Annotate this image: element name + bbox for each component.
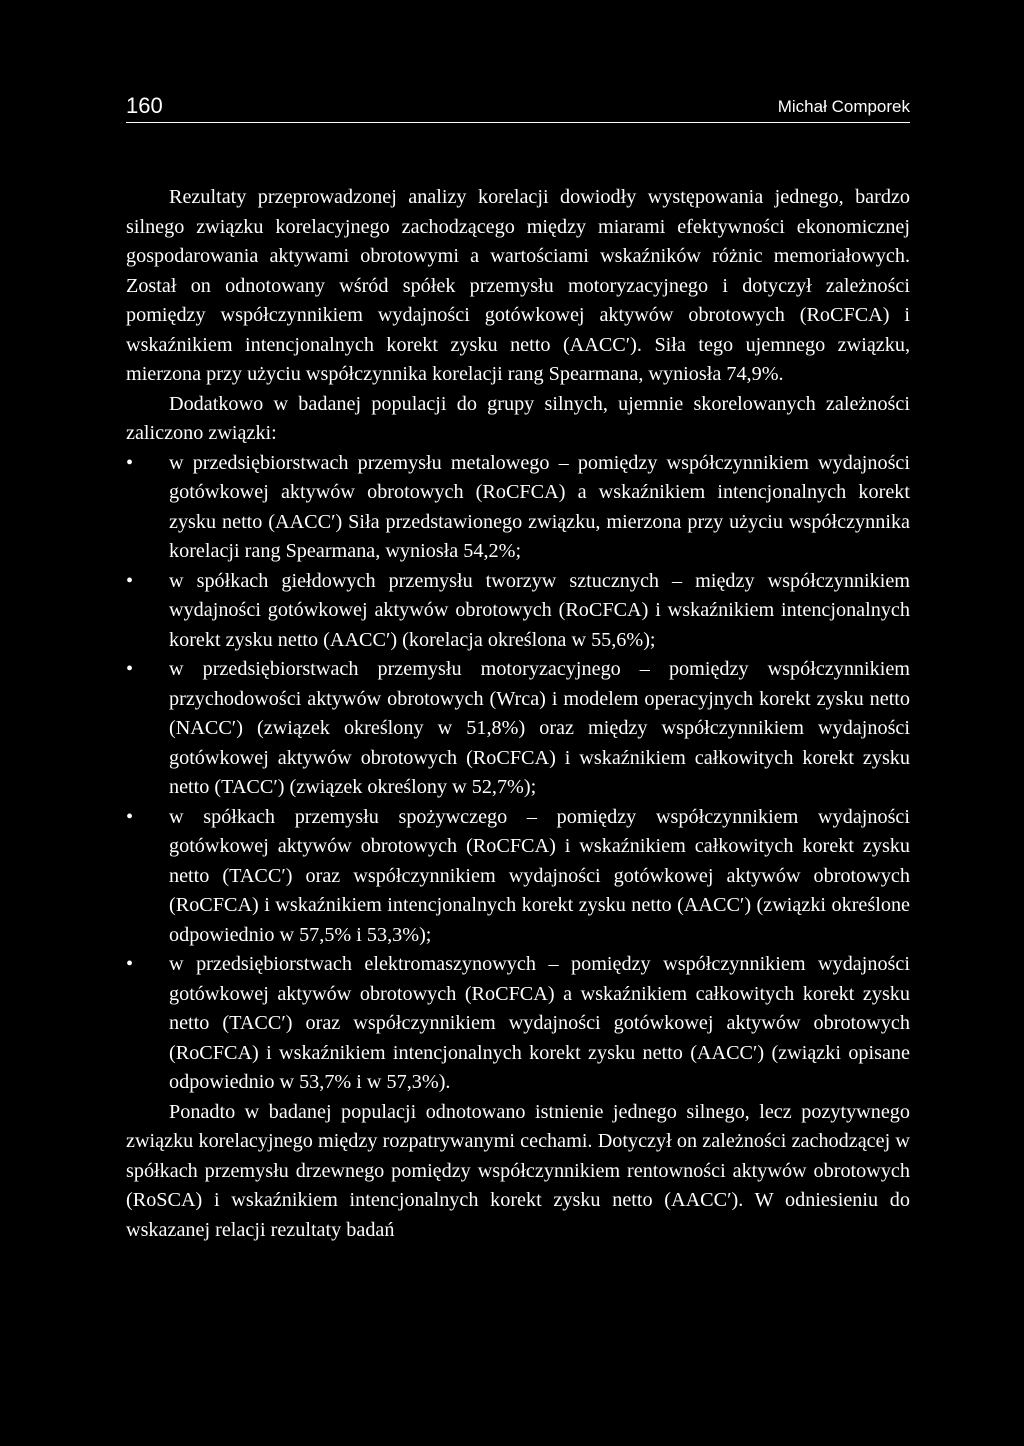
list-item	[126, 655, 910, 803]
list-item	[126, 950, 910, 1098]
list-item-text: w spółkach przemysłu spożywczego – pomiędzy współczynnikiem wydajności gotówkowej aktywów obrotowych (RoCFCA) i wskaźnikiem całkowitych korekt zysku netto (TACC′) oraz współczynnikiem wydajności gotówkowej aktywów obrotowych (RoCFCA) i wskaźnikiem intencjonalnych korekt zysku netto (AACC′) (związki określone odpowiednio w 57,5% i 53,3%);	[169, 805, 910, 946]
bullet-icon: •	[126, 569, 134, 592]
bullet-icon: •	[126, 805, 134, 828]
list-item-text: w przedsiębiorstwach przemysłu motoryzacyjnego – pomiędzy współczynnikiem przychodowości aktywów obrotowych (Wrca) i modelem operacyjnych korekt zysku netto (NACC′) (związek określony w 51,8%) oraz między współczynnikiem wydajności gotówkowej aktywów obrotowych (RoCFCA) i wskaźnikiem całkowitych korekt zysku netto (TACC′) (związek określony w 52,7%);	[169, 658, 910, 798]
paragraph-closing: Ponadto w badanej populacji odnotowano istnienie jednego silnego, lecz pozytywnego związku korelacyjnego między rozpatrywanymi cechami. Dotyczył on zależności zachodzącej w spółkach przemysłu drzewnego pomiędzy współczynnikiem rentowności aktywów obrotowych (RoSCA) i wskaźnikiem intencjonalnych korekt zysku netto (AACC′). W odniesieniu do wskazanej relacji rezultaty badań	[126, 1100, 910, 1241]
page-number: 160	[126, 93, 163, 118]
running-header-author: Michał Comporek	[777, 97, 910, 116]
body-text	[126, 183, 910, 1245]
list-item-text: w przedsiębiorstwach przemysłu metalowego – pomiędzy współczynnikiem wydajności gotówkowej aktywów obrotowych (RoCFCA) a wskaźnikiem intencjonalnych korekt zysku netto (AACC′) Siła przedstawionego związku, mierzona przy użyciu współczynnika korelacji rang Spearmana, wyniosła 54,2%;	[169, 451, 910, 562]
bullet-icon: •	[126, 451, 134, 474]
page	[126, 94, 910, 1245]
bullet-icon: •	[126, 658, 134, 680]
paragraph-results: Rezultaty przeprowadzonej analizy korelacji dowiodły występowania jednego, bardzo silnego związku korelacyjnego zachodzącego między miarami efektywności ekonomicznej gospodarowania aktywami obrotowymi a wartościami wskaźników różnic memoriałowych. Został on odnotowany wśród spółek przemysłu motoryzacyjnego i dotyczył zależności pomiędzy współczynnikiem wydajności gotówkowej aktywów obrotowych (RoCFCA) i wskaźnikiem intencjonalnych korekt zysku netto (AACC′). Siła tego ujemnego związku, mierzona przy użyciu współczynnika korelacji rang Spearmana, wyniosła 74,9%.	[126, 186, 910, 385]
list-item	[126, 449, 910, 567]
paragraph-additional: Dodatkowo w badanej populacji do grupy silnych, ujemnie skorelowanych zależności zaliczono związki:	[126, 392, 910, 444]
list-item	[126, 803, 910, 951]
list-item-text: w spółkach giełdowych przemysłu tworzyw sztucznych – między współczynnikiem wydajności gotówkowej aktywów obrotowych (RoCFCA) i wskaźnikiem intencjonalnych korekt zysku netto (AACC′) (korelacja określona w 55,6%);	[169, 569, 910, 651]
bullet-list	[126, 449, 910, 1098]
running-header	[126, 94, 910, 123]
list-item	[126, 567, 910, 656]
bullet-icon: •	[126, 953, 134, 975]
list-item-text: w przedsiębiorstwach elektromaszynowych – pomiędzy współczynnikiem wydajności gotówkowej aktywów obrotowych (RoCFCA) a wskaźnikiem całkowitych korekt zysku netto (TACC′) oraz współczynnikiem wydajności gotówkowej aktywów obrotowych (RoCFCA) i wskaźnikiem intencjonalnych korekt zysku netto (AACC′) (związki opisane odpowiednio w 53,7% i w 57,3%).	[169, 953, 910, 1093]
